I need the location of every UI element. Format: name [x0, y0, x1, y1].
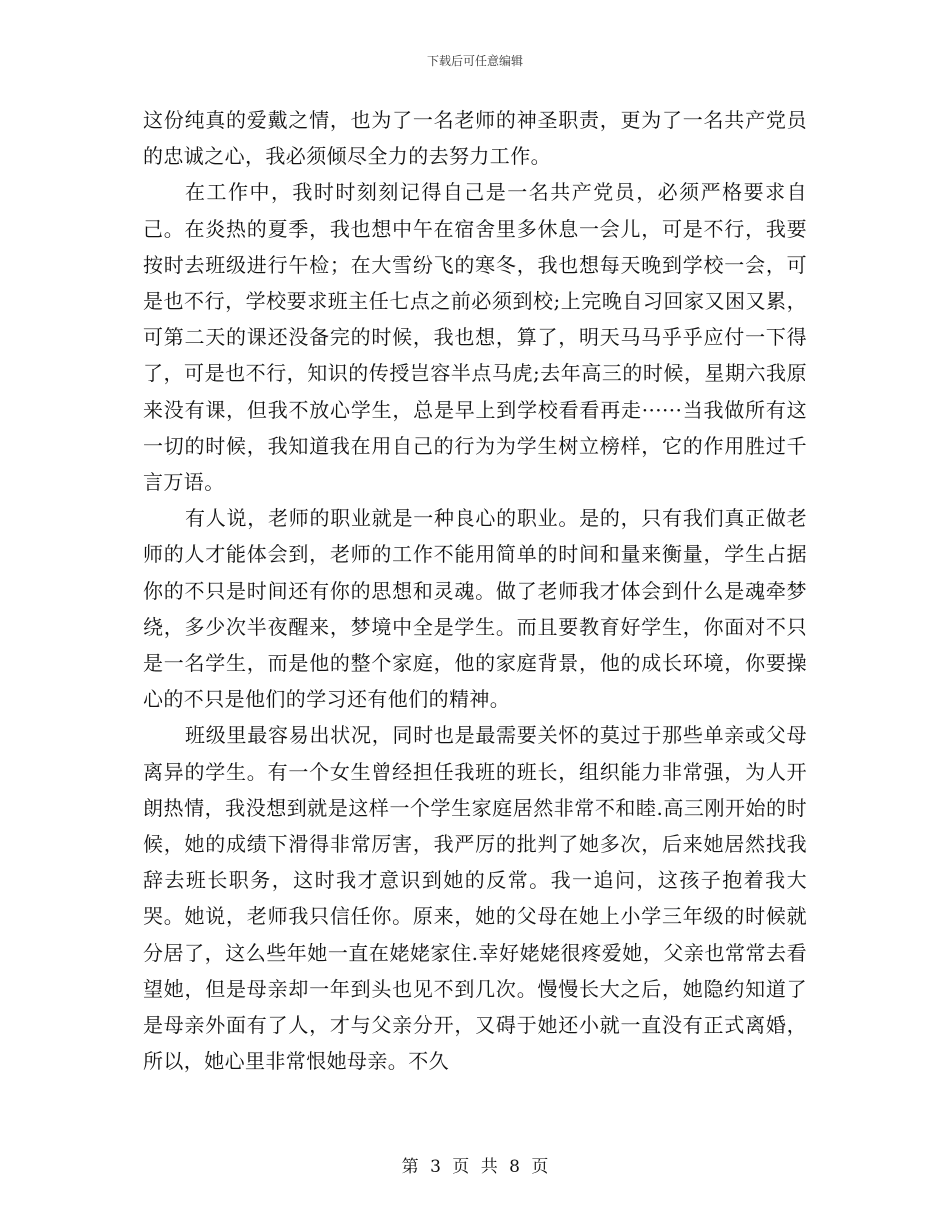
paragraph-4: 班级里最容易出状况，同时也是最需要关怀的莫过于那些单亲或父母离异的学生。有一个女生曾经担任我班的班长，组织能力非常强，为人开朗热情，我没想到就是这样一个学生家庭居然非常不和睦.高三刚开始的时候，她的成绩下滑得非常厉害，我严厉的批判了她多次，后来她居然找我辞去班长职务，这时我才意识到她的反常。我一追问，这孩子抱着我大哭。她说，老师我只信任你。原来，她的父母在她上小学三年级的时候就分居了，这么些年她一直在姥姥家住.幸好姥姥很疼爱她，父亲也常常去看望她，但是母亲却一年到头也见不到几次。慢慢长大之后，她隐约知道了是母亲外面有了人，才与父亲分开，又碍于她还小就一直没有正式离婚，所以，她心里非常恨她母亲。不久: [143, 723, 807, 1074]
paragraph-1: 这份纯真的爱戴之情，也为了一名老师的神圣职责，更为了一名共产党员的忠诚之心，我必须倾尽全力的去努力工作。: [143, 108, 807, 169]
page-header-note: 下载后可任意编辑: [426, 54, 523, 68]
page-number: 第 3 页 共 8 页: [401, 1157, 549, 1177]
paragraph-3: 有人说，老师的职业就是一种良心的职业。是的，只有我们真正做老师的人才能体会到，老师的工作不能用简单的时间和量来衡量，学生占据你的不只是时间还有你的思想和灵魂。做了老师我才体会到什么是魂牵梦绕，多少次半夜醒来，梦境中全是学生。而且要教育好学生，你面对不只是一名学生，而是他的整个家庭，他的家庭背景，他的成长环境，你要操心的不只是他们的学习还有他们的精神。: [143, 506, 807, 712]
paragraph-2: 在工作中，我时时刻刻记得自己是一名共产党员，必须严格要求自己。在炎热的夏季，我也想中午在宿舍里多休息一会儿，可是不行，我要按时去班级进行午检；在大雪纷飞的寒冬，我也想每天晚到学校一会，可是也不行，学校要求班主任七点之前必须到校;上完晚自习回家又困又累，可第二天的课还没备完的时候，我也想，算了，明天马马乎乎应付一下得了，可是也不行，知识的传授岂容半点马虎;去年高三的时候，星期六我原来没有课，但我不放心学生，总是早上到学校看看再走······当我做所有这一切的时候，我知道我在用自己的行为为学生树立榜样，它的作用胜过千言万语。: [143, 180, 807, 495]
document-body: [143, 102, 807, 1079]
